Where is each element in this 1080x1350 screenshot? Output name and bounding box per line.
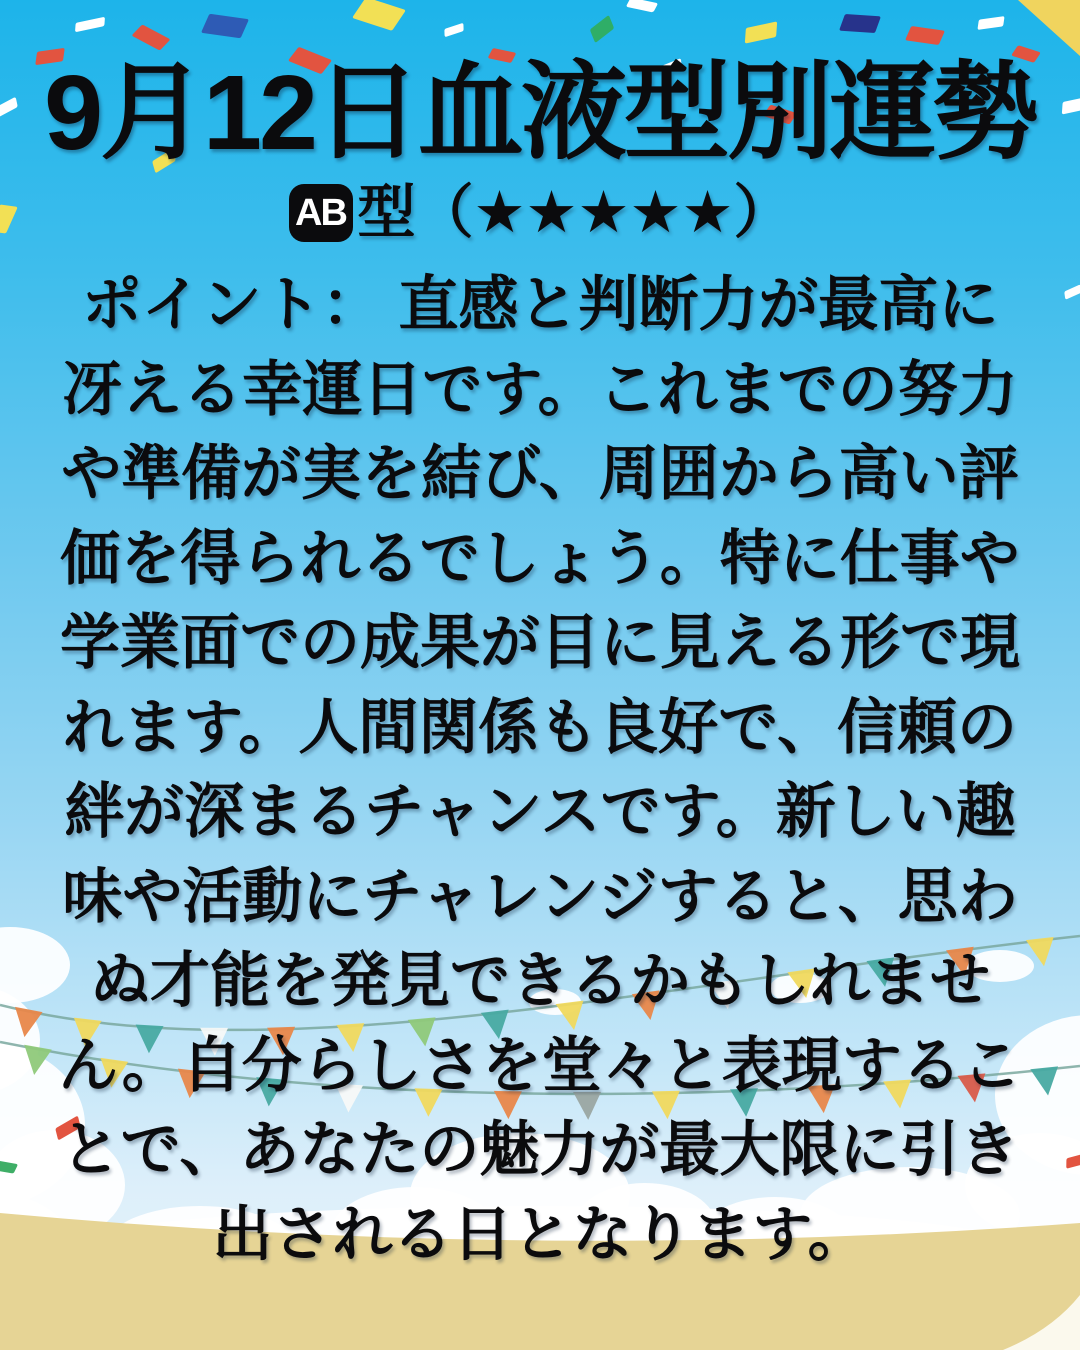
fortune-line: 学業面での成果が目に見える形で現	[60, 609, 1020, 677]
fortune-line: 価を得られるでしょう。特に仕事や	[60, 524, 1020, 592]
fortune-line: 絆が深まるチャンスです。新しい趣	[64, 778, 1016, 846]
blood-type-rating	[0, 177, 1080, 249]
fortune-line: 冴える幸運日です。これまでの努力	[62, 355, 1018, 423]
fortune-line: 出される日となります。	[212, 1200, 868, 1268]
fortune-line: 味や活動にチャレンジすると、思わ	[62, 862, 1018, 930]
fortune-line: とで、あなたの魅力が最大限に引き	[60, 1116, 1020, 1184]
blood-type-ab-icon: AB	[289, 184, 353, 242]
page-title: 9月12日血液型別運勢	[44, 54, 1036, 172]
fortune-text	[0, 263, 1080, 1277]
fortune-line: ポイント： 直感と判断力が最高に	[81, 271, 999, 339]
fortune-line: れます。人間関係も良好で、信頼の	[63, 693, 1017, 761]
fortune-line: ぬ才能を発見できるかもしれませ	[90, 947, 990, 1015]
fortune-line: ん。自分らしさを堂々と表現するこ	[58, 1031, 1022, 1099]
rating-stars-label: 型（★★★★★）	[357, 180, 792, 246]
fortune-line: や準備が実を結び、周囲から高い評	[61, 440, 1019, 508]
